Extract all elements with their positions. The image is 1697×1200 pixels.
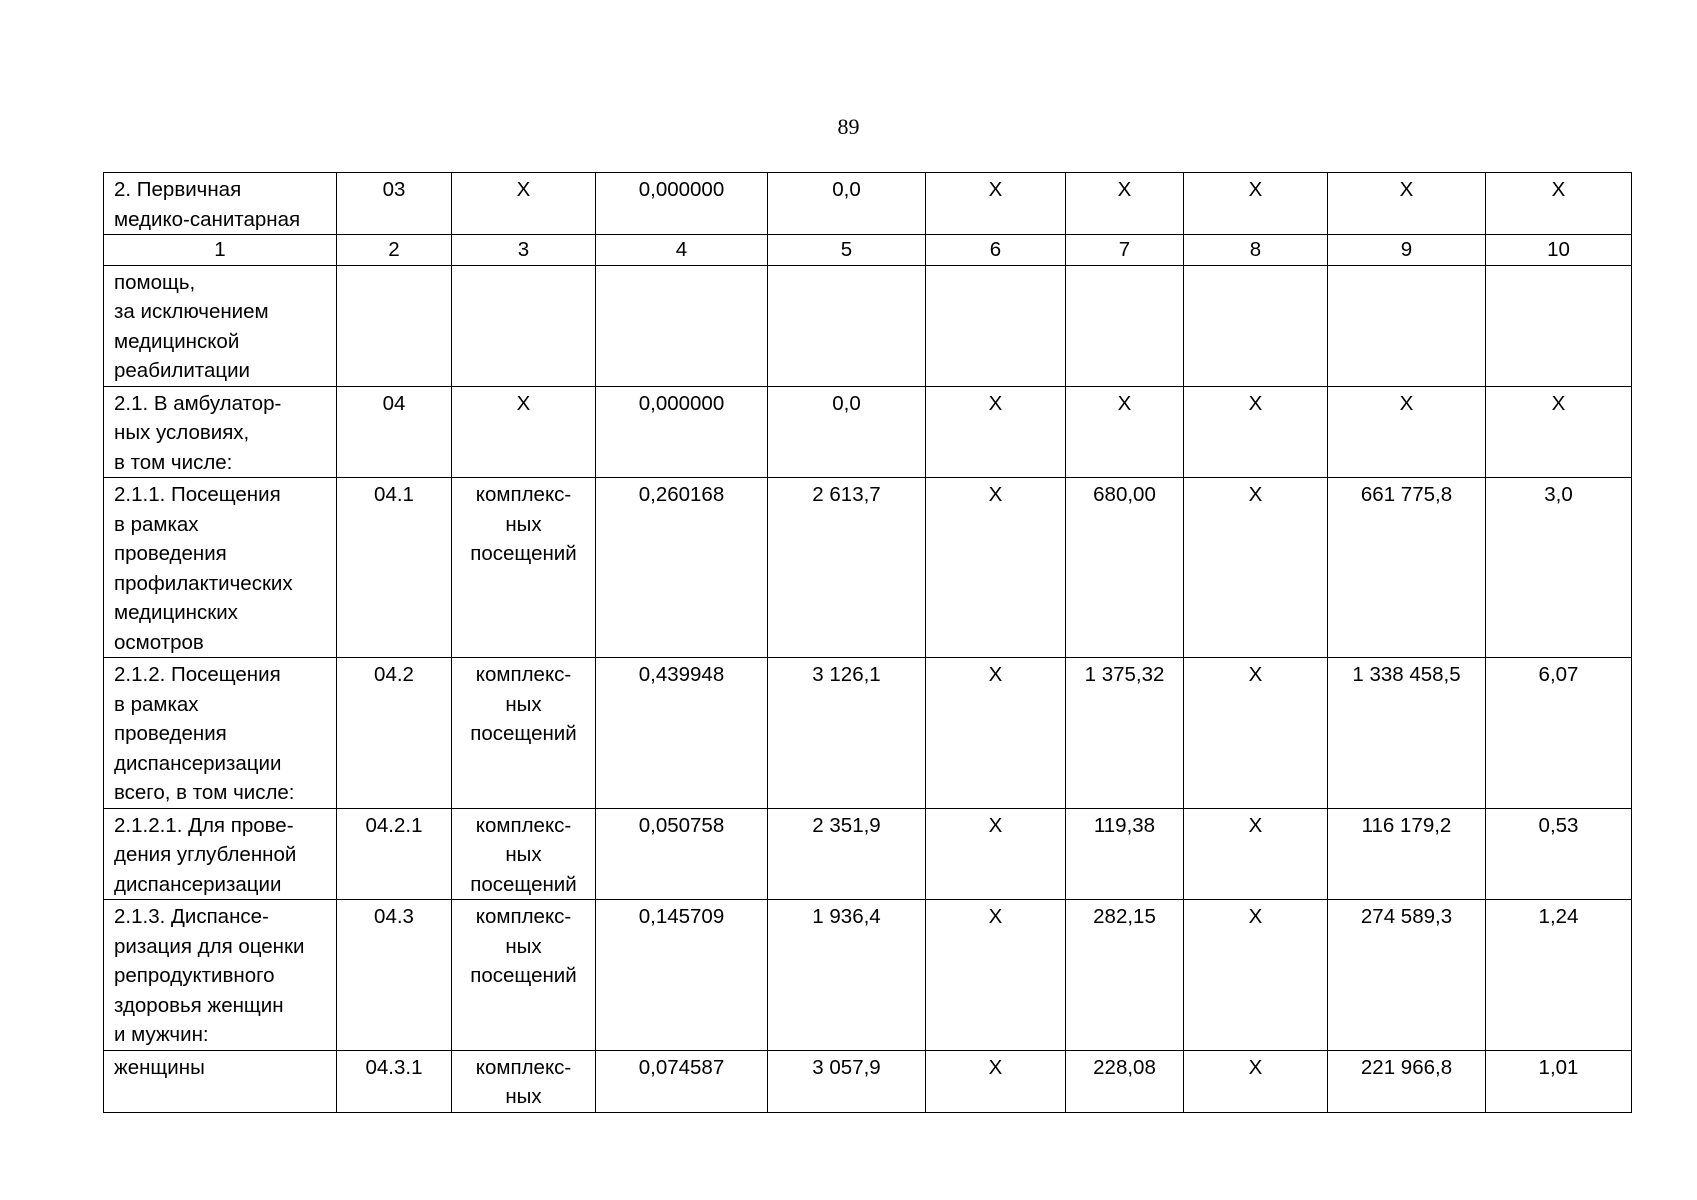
col9-cell: 661 775,8 bbox=[1328, 478, 1486, 658]
row-code-cell: 04.3 bbox=[337, 900, 452, 1051]
col6-cell: Х bbox=[926, 808, 1066, 900]
col6-cell: Х bbox=[926, 900, 1066, 1051]
row-name-cell: 2.1.1. Посещения в рамках проведения профилактических медицинских осмотров bbox=[104, 478, 337, 658]
table-row bbox=[104, 900, 1632, 1051]
unit-cell: комплекс- ных посещений bbox=[452, 658, 596, 809]
unit-cell: комплекс- ных посещений bbox=[452, 808, 596, 900]
row-code-cell: 2 bbox=[337, 235, 452, 266]
column-number-row bbox=[104, 235, 1632, 266]
col8-cell: Х bbox=[1184, 478, 1328, 658]
row-name-cell: 2.1.2.1. Для прове- дения углубленной диспансеризации bbox=[104, 808, 337, 900]
col7-cell: 119,38 bbox=[1066, 808, 1184, 900]
col7-cell: 7 bbox=[1066, 235, 1184, 266]
col10-cell: 0,53 bbox=[1486, 808, 1632, 900]
row-name-cell: 2.1.2. Посещения в рамках проведения диспансеризации всего, в том числе: bbox=[104, 658, 337, 809]
col8-cell: Х bbox=[1184, 900, 1328, 1051]
col10-cell: 1,24 bbox=[1486, 900, 1632, 1051]
row-code-cell: 04.1 bbox=[337, 478, 452, 658]
col10-cell: 10 bbox=[1486, 235, 1632, 266]
unit-cell bbox=[452, 265, 596, 386]
col4-cell: 0,000000 bbox=[596, 386, 768, 478]
col6-cell: 6 bbox=[926, 235, 1066, 266]
table-row bbox=[104, 173, 1632, 235]
table-row bbox=[104, 658, 1632, 809]
col4-cell: 0,050758 bbox=[596, 808, 768, 900]
col9-cell: 9 bbox=[1328, 235, 1486, 266]
unit-cell: Х bbox=[452, 386, 596, 478]
col7-cell: 680,00 bbox=[1066, 478, 1184, 658]
unit-cell: комплекс- ных посещений bbox=[452, 478, 596, 658]
col8-cell: 8 bbox=[1184, 235, 1328, 266]
row-name-cell: помощь, за исключением медицинской реабилитации bbox=[104, 265, 337, 386]
row-code-cell: 04.3.1 bbox=[337, 1050, 452, 1112]
row-code-cell: 04.2 bbox=[337, 658, 452, 809]
col7-cell bbox=[1066, 265, 1184, 386]
col6-cell: Х bbox=[926, 173, 1066, 235]
col8-cell bbox=[1184, 265, 1328, 386]
table-row bbox=[104, 1050, 1632, 1112]
table-row bbox=[104, 808, 1632, 900]
col8-cell: Х bbox=[1184, 173, 1328, 235]
unit-cell: комплекс- ных bbox=[452, 1050, 596, 1112]
col9-cell: 221 966,8 bbox=[1328, 1050, 1486, 1112]
col8-cell: Х bbox=[1184, 386, 1328, 478]
col4-cell: 0,145709 bbox=[596, 900, 768, 1051]
row-name-cell: 2.1.3. Диспансе- ризация для оценки репродуктивного здоровья женщин и мужчин: bbox=[104, 900, 337, 1051]
col9-cell: 274 589,3 bbox=[1328, 900, 1486, 1051]
col5-cell: 0,0 bbox=[768, 173, 926, 235]
col6-cell: Х bbox=[926, 478, 1066, 658]
table-row bbox=[104, 478, 1632, 658]
col9-cell: Х bbox=[1328, 386, 1486, 478]
col9-cell: 1 338 458,5 bbox=[1328, 658, 1486, 809]
col5-cell: 0,0 bbox=[768, 386, 926, 478]
row-code-cell: 04.2.1 bbox=[337, 808, 452, 900]
row-name-cell: 1 bbox=[104, 235, 337, 266]
unit-cell: 3 bbox=[452, 235, 596, 266]
col5-cell: 3 126,1 bbox=[768, 658, 926, 809]
table-row bbox=[104, 386, 1632, 478]
col10-cell: 1,01 bbox=[1486, 1050, 1632, 1112]
row-code-cell bbox=[337, 265, 452, 386]
col8-cell: Х bbox=[1184, 808, 1328, 900]
col6-cell: Х bbox=[926, 1050, 1066, 1112]
col4-cell: 4 bbox=[596, 235, 768, 266]
col5-cell: 2 351,9 bbox=[768, 808, 926, 900]
col4-cell: 0,439948 bbox=[596, 658, 768, 809]
col5-cell: 3 057,9 bbox=[768, 1050, 926, 1112]
page-number: 89 bbox=[837, 114, 860, 139]
col8-cell: Х bbox=[1184, 658, 1328, 809]
col5-cell: 5 bbox=[768, 235, 926, 266]
col7-cell: Х bbox=[1066, 386, 1184, 478]
col10-cell bbox=[1486, 265, 1632, 386]
col4-cell: 0,000000 bbox=[596, 173, 768, 235]
col9-cell: Х bbox=[1328, 173, 1486, 235]
unit-cell: комплекс- ных посещений bbox=[452, 900, 596, 1051]
col10-cell: Х bbox=[1486, 386, 1632, 478]
col10-cell: 3,0 bbox=[1486, 478, 1632, 658]
col7-cell: 282,15 bbox=[1066, 900, 1184, 1051]
col9-cell: 116 179,2 bbox=[1328, 808, 1486, 900]
col6-cell: Х bbox=[926, 386, 1066, 478]
col10-cell: 6,07 bbox=[1486, 658, 1632, 809]
unit-cell: Х bbox=[452, 173, 596, 235]
row-code-cell: 03 bbox=[337, 173, 452, 235]
col4-cell: 0,260168 bbox=[596, 478, 768, 658]
col10-cell: Х bbox=[1486, 173, 1632, 235]
row-code-cell: 04 bbox=[337, 386, 452, 478]
col4-cell bbox=[596, 265, 768, 386]
data-table bbox=[103, 172, 1632, 1113]
row-name-cell: 2. Первичная медико-санитарная bbox=[104, 173, 337, 235]
col6-cell bbox=[926, 265, 1066, 386]
col7-cell: 1 375,32 bbox=[1066, 658, 1184, 809]
col7-cell: 228,08 bbox=[1066, 1050, 1184, 1112]
col8-cell: Х bbox=[1184, 1050, 1328, 1112]
col7-cell: Х bbox=[1066, 173, 1184, 235]
col5-cell: 1 936,4 bbox=[768, 900, 926, 1051]
table-row bbox=[104, 265, 1632, 386]
col4-cell: 0,074587 bbox=[596, 1050, 768, 1112]
row-name-cell: женщины bbox=[104, 1050, 337, 1112]
col6-cell: Х bbox=[926, 658, 1066, 809]
col5-cell: 2 613,7 bbox=[768, 478, 926, 658]
row-name-cell: 2.1. В амбулатор- ных условиях, в том числе: bbox=[104, 386, 337, 478]
col9-cell bbox=[1328, 265, 1486, 386]
col5-cell bbox=[768, 265, 926, 386]
